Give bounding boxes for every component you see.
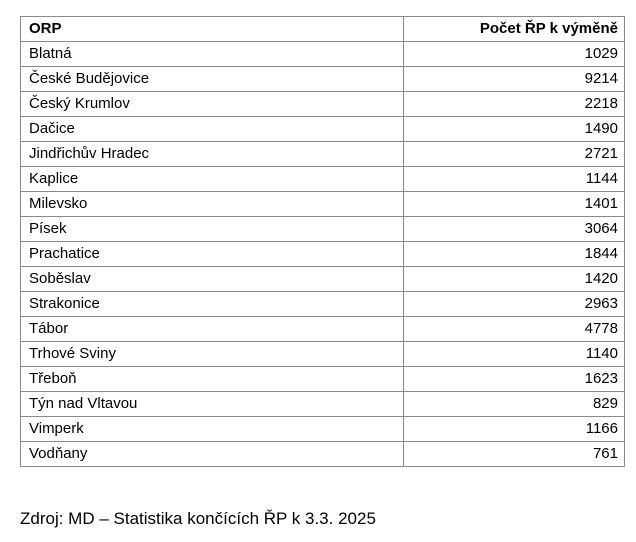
cell-count: 1490 xyxy=(404,117,625,142)
cell-orp: Vimperk xyxy=(21,417,404,442)
table-row xyxy=(21,167,625,192)
table-row xyxy=(21,67,625,92)
driving-licence-table xyxy=(20,16,625,467)
cell-count: 4778 xyxy=(404,317,625,342)
cell-count: 1144 xyxy=(404,167,625,192)
cell-orp: Český Krumlov xyxy=(21,92,404,117)
data-table-container xyxy=(20,16,624,467)
cell-orp: Soběslav xyxy=(21,267,404,292)
cell-count: 1140 xyxy=(404,342,625,367)
table-row xyxy=(21,142,625,167)
header-orp: ORP xyxy=(21,17,404,42)
table-row xyxy=(21,317,625,342)
cell-count: 2721 xyxy=(404,142,625,167)
cell-count: 1401 xyxy=(404,192,625,217)
cell-orp: Strakonice xyxy=(21,292,404,317)
cell-count: 2963 xyxy=(404,292,625,317)
cell-orp: Trhové Sviny xyxy=(21,342,404,367)
cell-count: 9214 xyxy=(404,67,625,92)
table-row xyxy=(21,292,625,317)
cell-orp: Třeboň xyxy=(21,367,404,392)
cell-orp: Tábor xyxy=(21,317,404,342)
table-row xyxy=(21,117,625,142)
cell-orp: Prachatice xyxy=(21,242,404,267)
cell-orp: Vodňany xyxy=(21,442,404,467)
cell-count: 1029 xyxy=(404,42,625,67)
cell-count: 1420 xyxy=(404,267,625,292)
cell-orp: České Budějovice xyxy=(21,67,404,92)
source-note: Zdroj: MD – Statistika končících ŘP k 3.3. 2025 xyxy=(20,509,376,528)
table-row xyxy=(21,242,625,267)
table-row xyxy=(21,92,625,117)
cell-count: 761 xyxy=(404,442,625,467)
cell-count: 3064 xyxy=(404,217,625,242)
table-row xyxy=(21,192,625,217)
table-body xyxy=(21,42,625,467)
cell-orp: Dačice xyxy=(21,117,404,142)
table-row xyxy=(21,442,625,467)
cell-count: 829 xyxy=(404,392,625,417)
table-header-row xyxy=(21,17,625,42)
cell-count: 1623 xyxy=(404,367,625,392)
table-row xyxy=(21,342,625,367)
table-row xyxy=(21,367,625,392)
table-row xyxy=(21,42,625,67)
cell-orp: Blatná xyxy=(21,42,404,67)
table-row xyxy=(21,392,625,417)
table-row xyxy=(21,217,625,242)
cell-count: 1166 xyxy=(404,417,625,442)
cell-count: 2218 xyxy=(404,92,625,117)
table-row xyxy=(21,267,625,292)
cell-count: 1844 xyxy=(404,242,625,267)
header-count: Počet ŘP k výměně xyxy=(404,17,625,42)
table-row xyxy=(21,417,625,442)
cell-orp: Milevsko xyxy=(21,192,404,217)
cell-orp: Kaplice xyxy=(21,167,404,192)
cell-orp: Jindřichův Hradec xyxy=(21,142,404,167)
cell-orp: Týn nad Vltavou xyxy=(21,392,404,417)
cell-orp: Písek xyxy=(21,217,404,242)
